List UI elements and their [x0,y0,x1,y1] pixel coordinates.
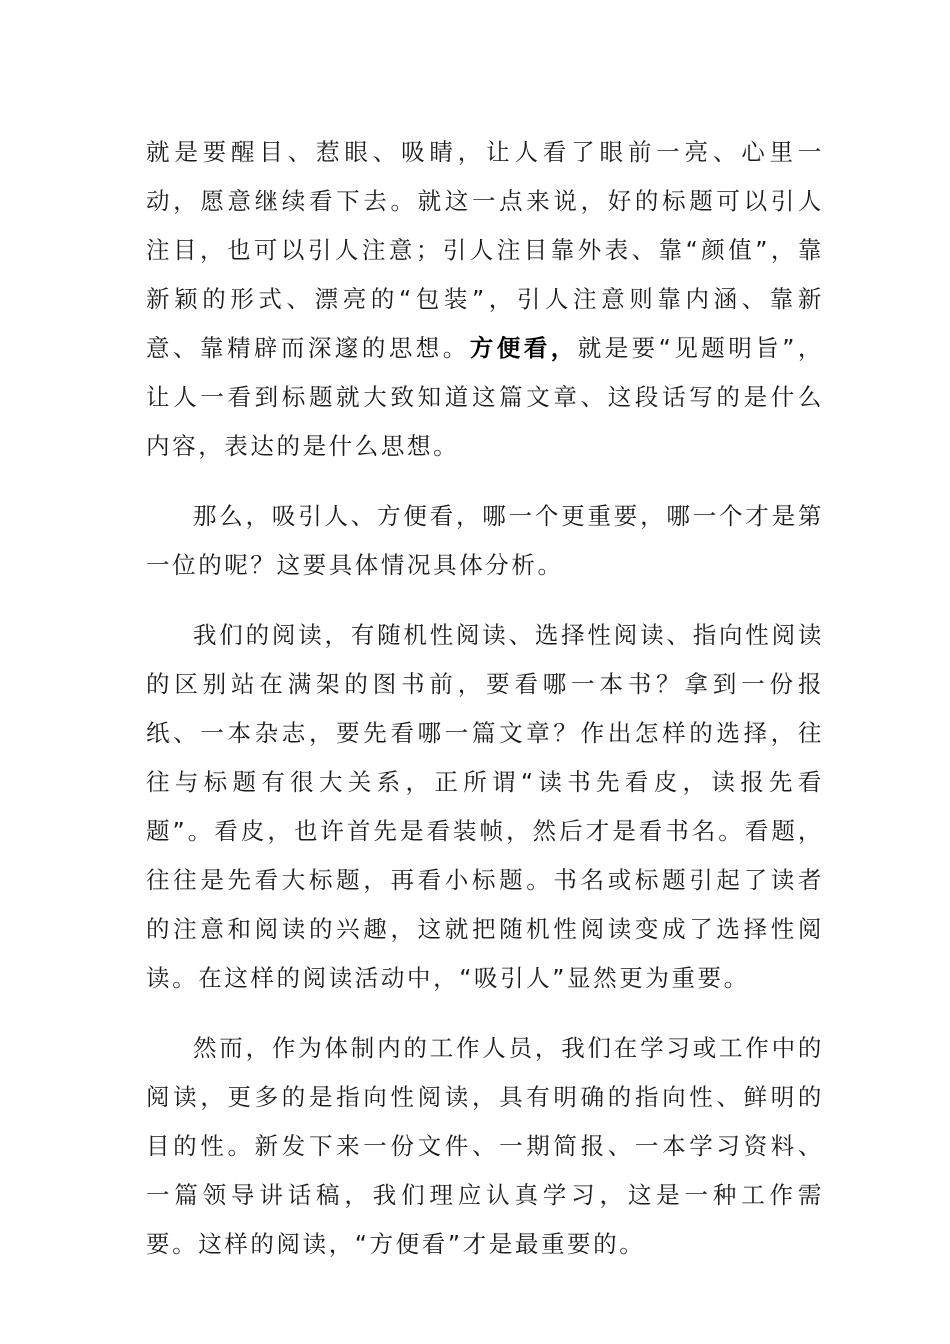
bold-term-fangbiankan: 方便看， [469,334,578,362]
paragraph-4 [146,1024,824,1269]
paragraph-1-text-a: 就是要醒目、惹眼、吸睛，让人看了眼前一亮、心里一动，愿意继续看下去。就这一点来说，好的标题可以引人注目，也可以引人注意；引人注目靠外表、靠“颜值”，靠新颖的形式、漂亮的“包装”，引人注意则靠内涵、靠新意、靠精辟而深邃的思想。 [146,138,824,362]
paragraph-3-text: 我们的阅读，有随机性阅读、选择性阅读、指向性阅读的区别站在满架的图书前，要看哪一本书？拿到一份报纸、一本杂志，要先看哪一篇文章？作出怎样的选择，往往与标题有很大关系，正所谓“读书先看皮，读报先看题”。看皮，也许首先是看装帧，然后才是看书名。看题，往往是先看大标题，再看小标题。书名或标题引起了读者的注意和阅读的兴趣，这就把随机性阅读变成了选择性阅读。在这样的阅读活动中，“吸引人”显然更为重要。 [146,621,824,992]
paragraph-3 [146,611,824,1003]
document-body [146,128,824,1290]
paragraph-4-text: 然而，作为体制内的工作人员，我们在学习或工作中的阅读，更多的是指向性阅读，具有明确的指向性、鲜明的目的性。新发下来一份文件、一期简报、一本学习资料、一篇领导讲话稿，我们理应认真学习，这是一种工作需要。这样的阅读，“方便看”才是最重要的。 [146,1034,824,1258]
paragraph-1-text-b: 就是要“见题明旨”，让人一看到标题就大致知道这篇文章、这段话写的是什么内容，表达的是什么思想。 [146,334,824,460]
paragraph-2 [146,492,824,590]
paragraph-1 [146,128,824,471]
paragraph-2-text: 那么，吸引人、方便看，哪一个更重要，哪一个才是第一位的呢？这要具体情况具体分析。 [146,502,824,579]
